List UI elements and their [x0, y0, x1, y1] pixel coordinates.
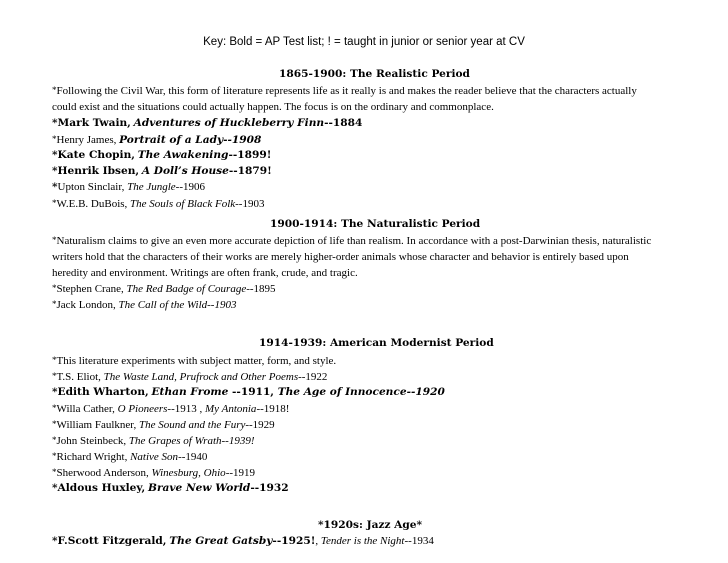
work-title: The Awakening	[137, 149, 229, 161]
work-title: A Doll’s House	[141, 165, 229, 177]
author: Mark Twain,	[57, 117, 131, 129]
separator: ,	[315, 535, 321, 547]
work-year: --1903	[235, 198, 265, 210]
modernist-intro	[52, 352, 688, 369]
work-year: --1906	[175, 181, 205, 193]
author: Upton Sinclair,	[57, 181, 125, 193]
work-year: --1911,	[228, 386, 278, 398]
key-legend: Key: Bold = AP Test list; ! = taught in junior or senior year at CV	[203, 36, 525, 48]
bullet-icon: *	[52, 134, 57, 144]
intro-line: Naturalism claims to give an even more accurate depiction of life than realism. In accordance with a post-Darwinian thesis, naturalistic	[56, 235, 652, 247]
heading-jazz-age: *1920s: Jazz Age*	[318, 519, 423, 531]
bullet-icon: *	[52, 435, 57, 445]
work-year: --1932	[250, 482, 289, 494]
entry-dubois	[52, 195, 688, 212]
work-title: The Great Gatsby	[169, 535, 273, 547]
work-title: My Antonia	[205, 403, 257, 415]
author: John Steinbeck,	[56, 435, 127, 447]
entry-chopin	[52, 147, 688, 163]
author: Kate Chopin,	[57, 149, 135, 161]
bullet-icon: *	[52, 535, 58, 547]
author: F.Scott Fitzgerald,	[57, 535, 167, 547]
intro-line: heredity and environment. Writings are often frank, crude, and tragic.	[52, 267, 358, 279]
entry-crane	[52, 280, 688, 297]
bullet-icon: *	[52, 355, 57, 365]
work-year: --1895	[246, 283, 276, 295]
bullet-icon: *	[52, 165, 58, 177]
work-title: Brave New World	[148, 482, 251, 494]
author: Jack London,	[56, 299, 116, 311]
bullet-icon: *	[52, 386, 58, 398]
author: Richard Wright,	[56, 451, 128, 463]
work-year: --1934	[404, 535, 434, 547]
author: T.S. Eliot,	[56, 371, 101, 383]
author: Sherwood Anderson,	[56, 467, 149, 479]
work-year: --1918!	[256, 403, 290, 415]
entry-james	[52, 131, 688, 148]
bullet-icon: *	[52, 482, 58, 494]
work-title: The Call of the Wild--1903	[118, 299, 237, 311]
intro-line: writers hold that the characters of their works are merely higher-order animals whose character and behavior is entirely based upon	[52, 251, 629, 263]
realistic-intro	[52, 82, 688, 115]
author: Stephen Crane,	[56, 283, 124, 295]
bullet-icon: *	[52, 403, 57, 413]
work-title: Tender is the Night	[320, 535, 405, 547]
intro-line: This literature experiments with subject matter, form, and style.	[56, 355, 337, 367]
entry-fitzgerald	[52, 533, 688, 549]
naturalistic-intro	[52, 232, 688, 281]
author: Henrik Ibsen,	[57, 165, 140, 177]
author: Henry James,	[56, 134, 117, 146]
author: Willa Cather,	[56, 403, 115, 415]
intro-line: could exist and the situations could actually happen. The focus is on the ordinary and commonplace.	[52, 101, 494, 113]
bullet-icon: *	[52, 235, 57, 245]
author: Edith Wharton,	[57, 386, 149, 398]
work-year: --1899!	[228, 149, 272, 161]
bullet-icon: *	[52, 181, 58, 193]
bullet-icon: *	[52, 371, 57, 381]
work-year: --1913 ,	[167, 403, 205, 415]
bullet-icon: *	[52, 283, 57, 293]
work-title: The Age of Innocence--1920	[277, 386, 445, 398]
bullet-icon: *	[52, 451, 57, 461]
heading-naturalistic-period: 1900-1914: The Naturalistic Period	[270, 218, 481, 230]
intro-line: Following the Civil War, this form of literature represents life as it really is and makes the reader believe that the characters actually	[56, 85, 637, 97]
entry-twain	[52, 115, 688, 131]
work-year: --1884	[324, 117, 363, 129]
entry-cather	[52, 400, 688, 417]
bullet-icon: *	[52, 85, 57, 95]
bullet-icon: *	[52, 117, 58, 129]
entry-wharton	[52, 384, 688, 400]
bullet-icon: *	[52, 419, 57, 429]
work-year: --1922	[298, 371, 328, 383]
entry-london	[52, 296, 688, 313]
work-year: --1925!	[272, 535, 316, 547]
author: Aldous Huxley,	[57, 482, 146, 494]
work-title: The Jungle	[127, 181, 176, 193]
bullet-icon: *	[52, 149, 58, 161]
work-year: --1919	[225, 467, 256, 479]
work-year: --1879!	[228, 165, 272, 177]
entry-huxley	[52, 480, 688, 496]
work-title: O Pioneers	[117, 403, 168, 415]
bullet-icon: *	[52, 467, 57, 477]
bullet-icon: *	[52, 198, 57, 208]
author: William Faulkner,	[56, 419, 137, 431]
entry-eliot	[52, 368, 688, 385]
work-title: Native Son	[130, 451, 179, 463]
heading-realistic-period: 1865-1900: The Realistic Period	[279, 68, 470, 80]
work-title: The Waste Land, Prufrock and Other Poems	[103, 371, 299, 383]
work-title: Ethan Frome	[151, 386, 229, 398]
work-title: Portrait of a Lady--1908	[119, 134, 262, 146]
work-title: The Souls of Black Folk	[130, 198, 236, 210]
entry-sinclair	[52, 179, 688, 195]
entry-ibsen	[52, 163, 688, 179]
entry-anderson	[52, 464, 688, 481]
work-year: --1940	[178, 451, 208, 463]
bullet-icon: *	[52, 299, 57, 309]
work-title: The Red Badge of Courage	[126, 283, 247, 295]
work-title: The Sound and the Fury	[139, 419, 246, 431]
work-year: --1929	[245, 419, 275, 431]
work-title: The Grapes of Wrath--1939!	[128, 435, 255, 447]
work-title: Winesburg, Ohio	[151, 467, 226, 479]
entry-faulkner	[52, 416, 688, 433]
entry-steinbeck	[52, 432, 688, 449]
work-title: Adventures of Huckleberry Finn	[133, 117, 325, 129]
entry-wright	[52, 448, 688, 465]
author: W.E.B. DuBois,	[56, 198, 128, 210]
heading-modernist-period: 1914-1939: American Modernist Period	[259, 337, 494, 349]
